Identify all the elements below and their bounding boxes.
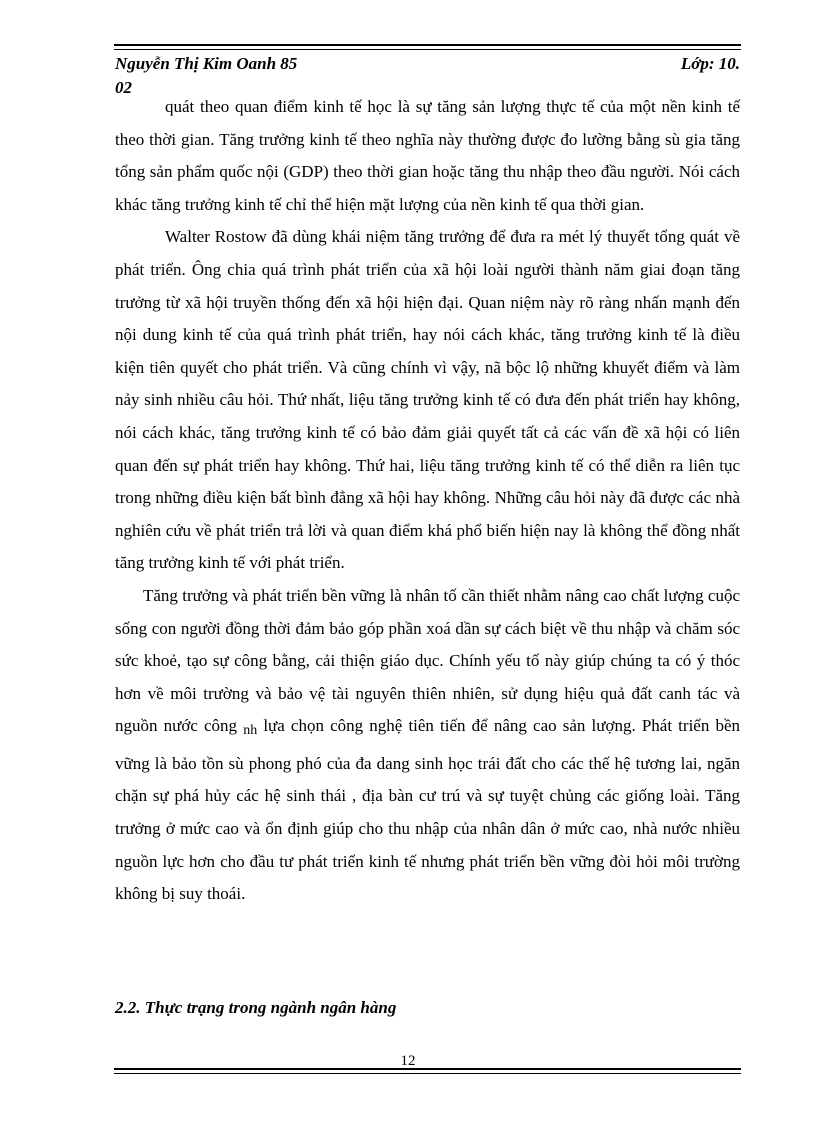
header-rule [114, 44, 741, 50]
section-heading: 2.2. Thực trạng trong ngành ngân hàng [115, 998, 397, 1017]
paragraph-growth-definition: quát theo quan điểm kinh tế học là sự tăng sản lượng thực tế của một nền kinh tế theo thời gian. Tăng trưởng kinh tế theo nghĩa này thường được đo lường bằng sù gia tăng tổng sản phẩm quốc nội (GDP) theo thời gian hoặc tăng thu nhập theo đầu người. Nói cách khác tăng trưởng kinh tế chỉ thể hiện mặt lượng của nền kinh tế qua thời gian. [115, 97, 740, 214]
page-number: 12 [400, 1053, 416, 1067]
footer-rule [114, 1068, 741, 1074]
paragraph-text-part: Tăng trưởng và phát triển bền vững là nhân tố cần thiết nhằm nâng cao chất lượng cuộc sống con người đồng thời đảm bảo góp phần xoá dần sự cách biệt về thu nhập và chăm sóc sức khoẻ, tạo sự công bằng, cải thiện giáo dục. Chính yếu tố này giúp chúng ta có ý thóc hơn về môi trường và bảo vệ tài nguyên thiên nhiên, sử dụng hiệu quả đất canh tác và nguồn nước công [115, 585, 740, 736]
body-text [115, 91, 740, 911]
header-author: Nguyễn Thị Kim Oanh 85 [115, 54, 298, 73]
header-class: Lớp: 10. [680, 54, 740, 73]
paragraph-sustainable-development [115, 580, 740, 911]
subscript-fragment: nh [243, 723, 258, 739]
header-class-suffix: 02 [115, 78, 132, 97]
paragraph-text-part: lựa chọn công nghệ tiên tiến để nâng cao sản lượng. Phát triển bền vững là bảo tồn sù phong phó của đa dang sinh học trái đất cho các thế hệ tương lai, ngăn chặn sự phá hủy các hệ sinh thái , địa bàn cư trú và sự tuyệt chủng các giống loài. Tăng trưởng ở mức cao và ổn định giúp cho thu nhập của nhân dân ở mức cao, nhà nước nhiều nguồn lực hơn cho đầu tư phát triển kinh tế nhưng phát triển bền vững đòi hỏi môi trường không bị suy thoái. [115, 716, 741, 904]
paragraph-rostow: Walter Rostow đã dùng khái niệm tăng trưởng để đưa ra mét lý thuyết tổng quát về phát triển. Ông chia quá trình phát triển của xã hội loài người thành năm giai đoạn tăng trưởng từ xã hội truyền thống đến xã hội hiện đại. Quan niệm này rõ ràng nhấn mạnh đến nội dung kinh tế của quá trình phát triển, hay nói cách khác, tăng trưởng kinh tế là điều kiện tiên quyết cho phát triển. Và cũng chính vì vậy, nã bộc lộ những khuyết điểm và làm nảy sinh nhiều câu hỏi. Thứ nhất, liệu tăng trưởng kinh tế có đưa đến phát triển hay không, nói cách khác, tăng trưởng kinh tế có bảo đảm giải quyết tất cả các vấn đề xã hội có liên quan đến sự phát triển hay không. Thứ hai, liệu tăng trưởng kinh tế có thể diễn ra liên tục trong những điều kiện bất bình đẳng xã hội hay không. Những câu hỏi này đã được các nhà nghiên cứu về phát triển trả lời và quan điểm khá phổ biến hiện nay là không thể đồng nhất tăng trưởng kinh tế với phát triển. [115, 227, 740, 573]
page-header [115, 52, 740, 97]
